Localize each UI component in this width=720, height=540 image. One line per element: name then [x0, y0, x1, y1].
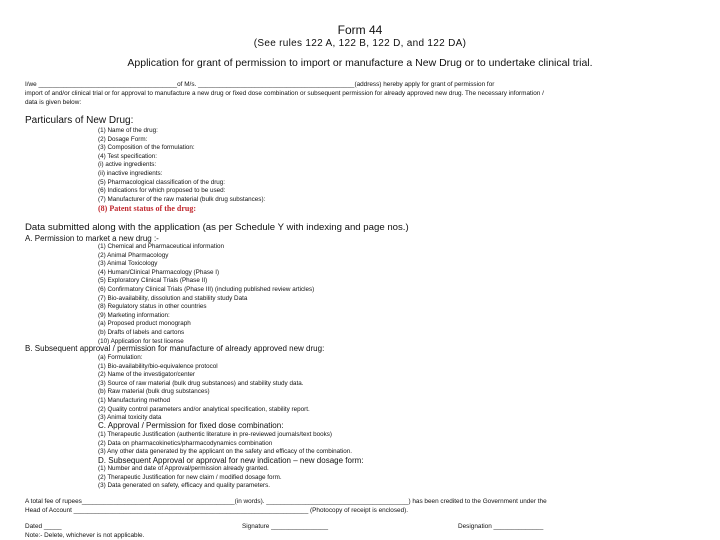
list-item: (5) Pharmacological classification of the drug: [98, 178, 226, 186]
list-item: (2) Name of the investigator/center [98, 371, 195, 379]
particulars-list [98, 127, 265, 204]
list-item: (ii) inactive ingredients: [98, 169, 163, 177]
list-item: (10) Application for test license [98, 337, 184, 345]
list-item: (b) Raw material (bulk drug substances) [98, 388, 210, 396]
list-item: (2) Therapeutic Justification for new claim / modified dosage form. [98, 473, 282, 481]
list-item: (3) Animal Toxicology [98, 260, 158, 268]
list-item: (1) Bio-availability/bio-equivalence protocol [98, 362, 218, 370]
list-item: (2) Quality control parameters and/or analytical specification, stability report. [98, 405, 310, 413]
form-subtitle: (See rules 122 A, 122 B, 122 D, and 122 DA) [253, 38, 467, 49]
section-c-heading: C. Approval / Permission for fixed dose combination: [98, 421, 284, 430]
list-item: (9) Marketing information: [98, 311, 170, 319]
list-item: (3) Animal toxicity data [98, 414, 162, 422]
list-item: (7) Manufacturer of the raw material (bulk drug substances): [98, 195, 266, 203]
designation-field: Designation ______________ [458, 523, 544, 530]
form-heading: Application for grant of permission to import or manufacture a New Drug or to undertake clinical trial. [127, 57, 593, 69]
section-d-heading: D. Subsequent Approval or approval for new indication – new dosage form: [98, 456, 364, 465]
fee-line: A total fee of rupees___________________________________________(in words). ________________________________________) has been credited to the Government under the [25, 498, 547, 505]
list-item: (4) Human/Clinical Pharmacology (Phase I) [98, 268, 220, 276]
intro-line: import of and/or clinical trial or for approval to manufacture a new drug or fixed dose combination or subsequent permission for already approved new drug. The necessary information / [25, 90, 544, 97]
list-item: (i) active ingredients: [98, 161, 157, 169]
list-item: (3) Data generated on safety, efficacy and quality parameters. [98, 482, 270, 490]
section-a-heading: A. Permission to market a new drug :- [25, 234, 159, 243]
list-item: (1) Chemical and Pharmaceutical information [98, 243, 224, 250]
signature-field: Signature ________________ [242, 523, 328, 530]
section-b-list [98, 354, 310, 423]
list-item: (1) Name of the drug: [98, 127, 158, 134]
list-item: (4) Test specification: [98, 152, 158, 160]
list-item: (1) Therapeutic Justification (authentic literature in pre-reviewed journals/text books) [98, 431, 333, 438]
section-b-heading: B. Subsequent approval / permission for manufacture of already approved new drug: [25, 344, 325, 353]
intro-paragraph [25, 80, 690, 107]
patent-status-item: (8) Patent status of the drug: [98, 204, 196, 213]
section-d-list [98, 465, 282, 491]
particulars-heading: Particulars of New Drug: [25, 115, 134, 126]
dated-field: Dated _____ [25, 523, 62, 530]
list-item: (2) Data on pharmacokinetics/pharmacodynamics combination [98, 439, 273, 447]
intro-line: I/we _______________________________________of M/s. ____________________________________________(address) hereby apply for grant of permission for [25, 81, 495, 88]
section-a-list [98, 243, 314, 346]
list-item: (6) Indications for which proposed to be used: [98, 187, 226, 195]
section-c-list [98, 431, 352, 457]
list-item: (6) Confirmatory Clinical Trials (Phase III) (including published review articles) [98, 285, 315, 293]
list-item: (1) Manufacturing method [98, 396, 171, 404]
list-item: (2) Dosage Form: [98, 135, 148, 143]
form-title: Form 44 [337, 23, 383, 37]
footnote: Note:- Delete, whichever is not applicable. [25, 532, 145, 539]
list-item: (5) Exploratory Clinical Trials (Phase II) [98, 277, 208, 285]
head-of-account-line: Head of Account __________________________________________________________________ (Photocopy of receipt is enclosed). [25, 507, 409, 514]
list-item: (1) Number and date of Approval/permission already granted. [98, 465, 269, 472]
data-submitted-heading: Data submitted along with the application (as per Schedule Y with indexing and page nos.) [25, 222, 409, 233]
list-item: (7) Bio-availability, dissolution and stability study Data [98, 294, 248, 302]
list-item: (a) Formulation: [98, 354, 143, 361]
list-item: (3) Source of raw material (bulk drug substances) and stability study data. [98, 379, 304, 387]
list-item: (a) Proposed product monograph [98, 320, 191, 328]
list-item: (2) Animal Pharmacology [98, 251, 169, 259]
list-item: (8) Regulatory status in other countries [98, 303, 207, 311]
list-item: (3) Composition of the formulation: [98, 144, 195, 152]
list-item: (b) Drafts of labels and cartons [98, 328, 185, 336]
list-item: (3) Any other data generated by the applicant on the safety and efficacy of the combination. [98, 448, 353, 456]
intro-line: data is given below: [25, 99, 82, 106]
